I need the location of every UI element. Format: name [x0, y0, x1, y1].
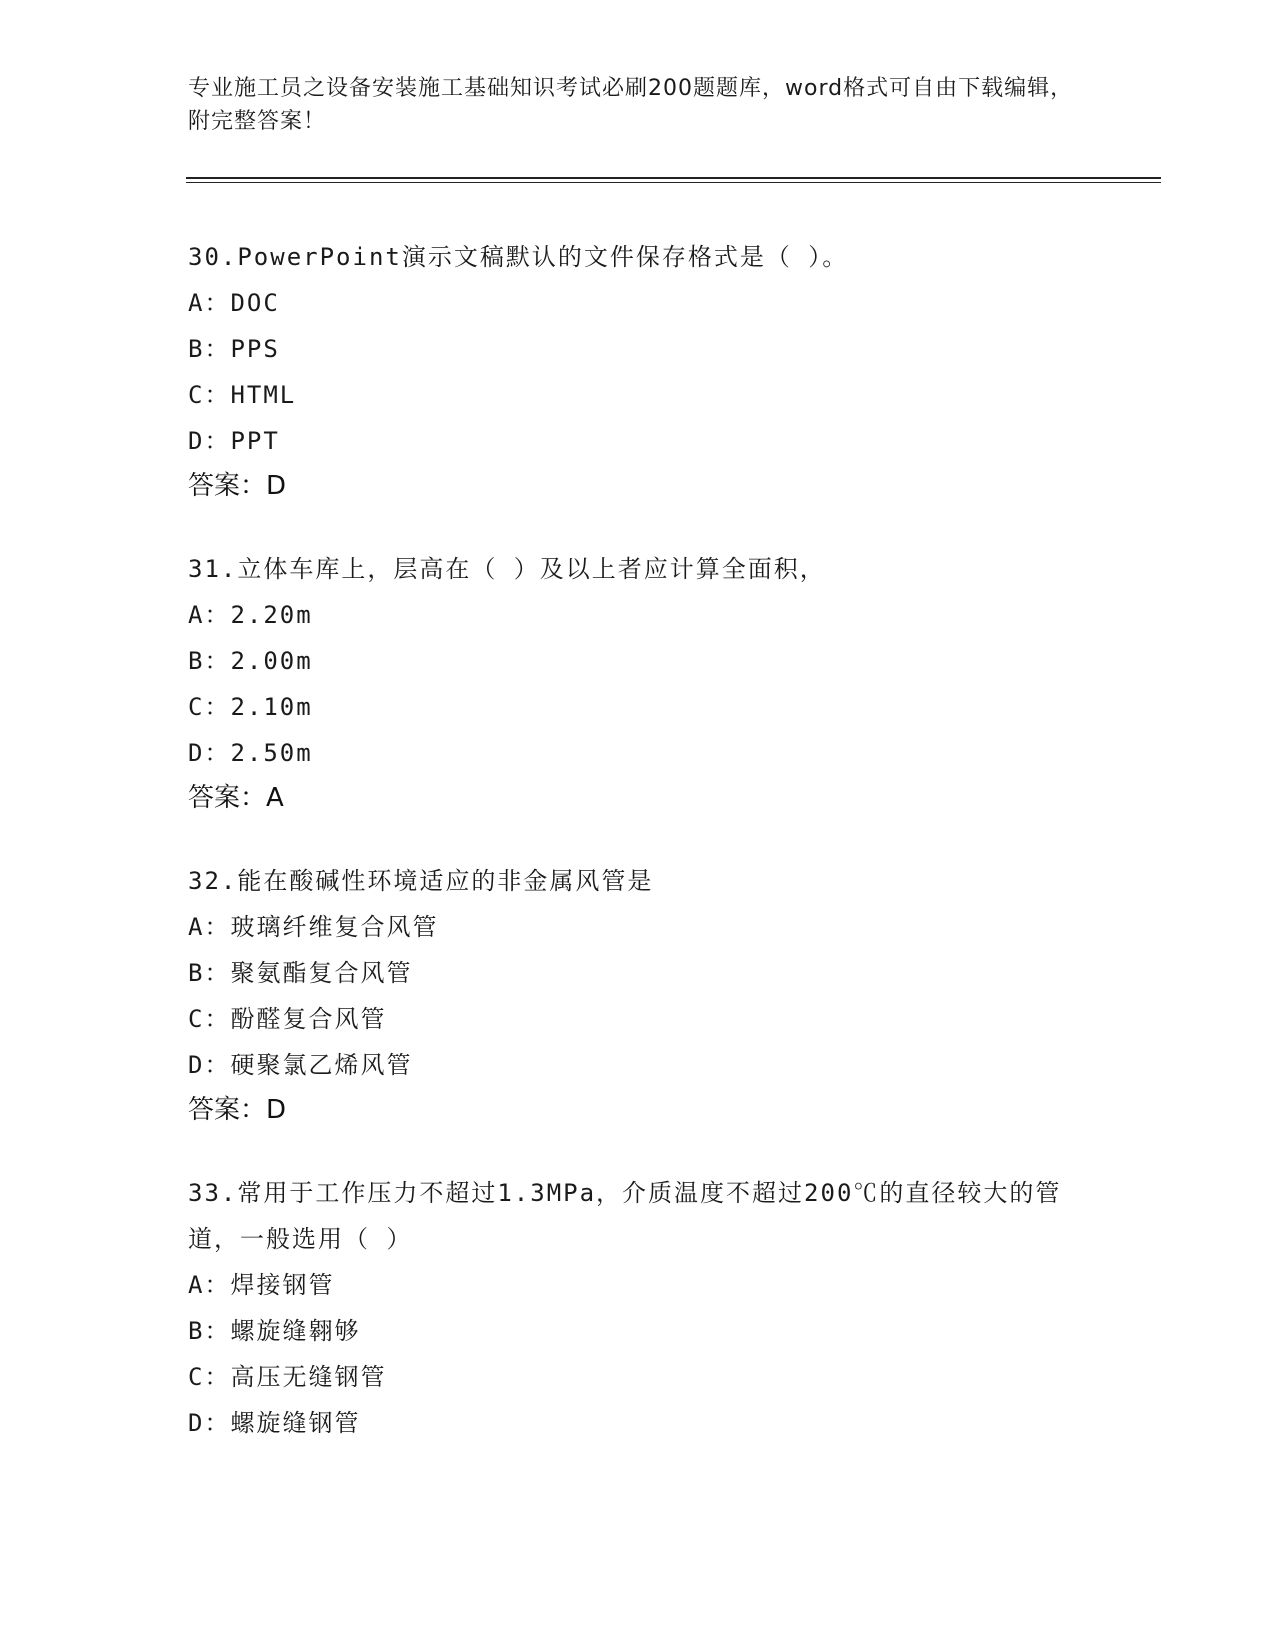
header-divider-thick — [186, 177, 1161, 179]
option-a: A：2.20m — [188, 601, 313, 629]
question-stem: 32.能在酸碱性环境适应的非金属风管是 — [188, 867, 654, 895]
header-divider-thin — [186, 182, 1161, 183]
option-d: D：2.50m — [188, 739, 313, 767]
option-c: C：酚醛复合风管 — [188, 1005, 387, 1033]
question-32 — [188, 858, 1088, 1132]
question-33 — [188, 1170, 1088, 1446]
option-b: B：2.00m — [188, 647, 313, 675]
question-list — [188, 234, 1088, 1484]
answer-label: 答案：D — [188, 1095, 287, 1125]
document-header: 专业施工员之设备安装施工基础知识考试必刷200题题库，word格式可自由下载编辑，附完整答案！ — [188, 76, 1074, 134]
option-b: B：螺旋缝翱够 — [188, 1317, 361, 1345]
question-stem: 31.立体车库上，层高在（ ）及以上者应计算全面积， — [188, 555, 826, 583]
question-stem: 33.常用于工作压力不超过1.3MPa，介质温度不超过200℃的直径较大的管道，一般选用（ ） — [188, 1179, 1062, 1253]
question-31 — [188, 546, 1088, 820]
option-a: A：玻璃纤维复合风管 — [188, 913, 439, 941]
option-a: A：DOC — [188, 289, 280, 317]
option-c: C：HTML — [188, 381, 297, 409]
answer-label: 答案：D — [188, 471, 287, 501]
option-b: B：聚氨酯复合风管 — [188, 959, 413, 987]
option-a: A：焊接钢管 — [188, 1271, 335, 1299]
question-stem: 30.PowerPoint演示文稿默认的文件保存格式是（ ）。 — [188, 243, 849, 271]
option-c: C：高压无缝钢管 — [188, 1363, 387, 1391]
answer-label: 答案：A — [188, 783, 284, 813]
option-c: C：2.10m — [188, 693, 313, 721]
question-30 — [188, 234, 1088, 508]
option-b: B：PPS — [188, 335, 280, 363]
option-d: D：硬聚氯乙烯风管 — [188, 1051, 413, 1079]
option-d: D：螺旋缝钢管 — [188, 1409, 361, 1437]
option-d: D：PPT — [188, 427, 280, 455]
